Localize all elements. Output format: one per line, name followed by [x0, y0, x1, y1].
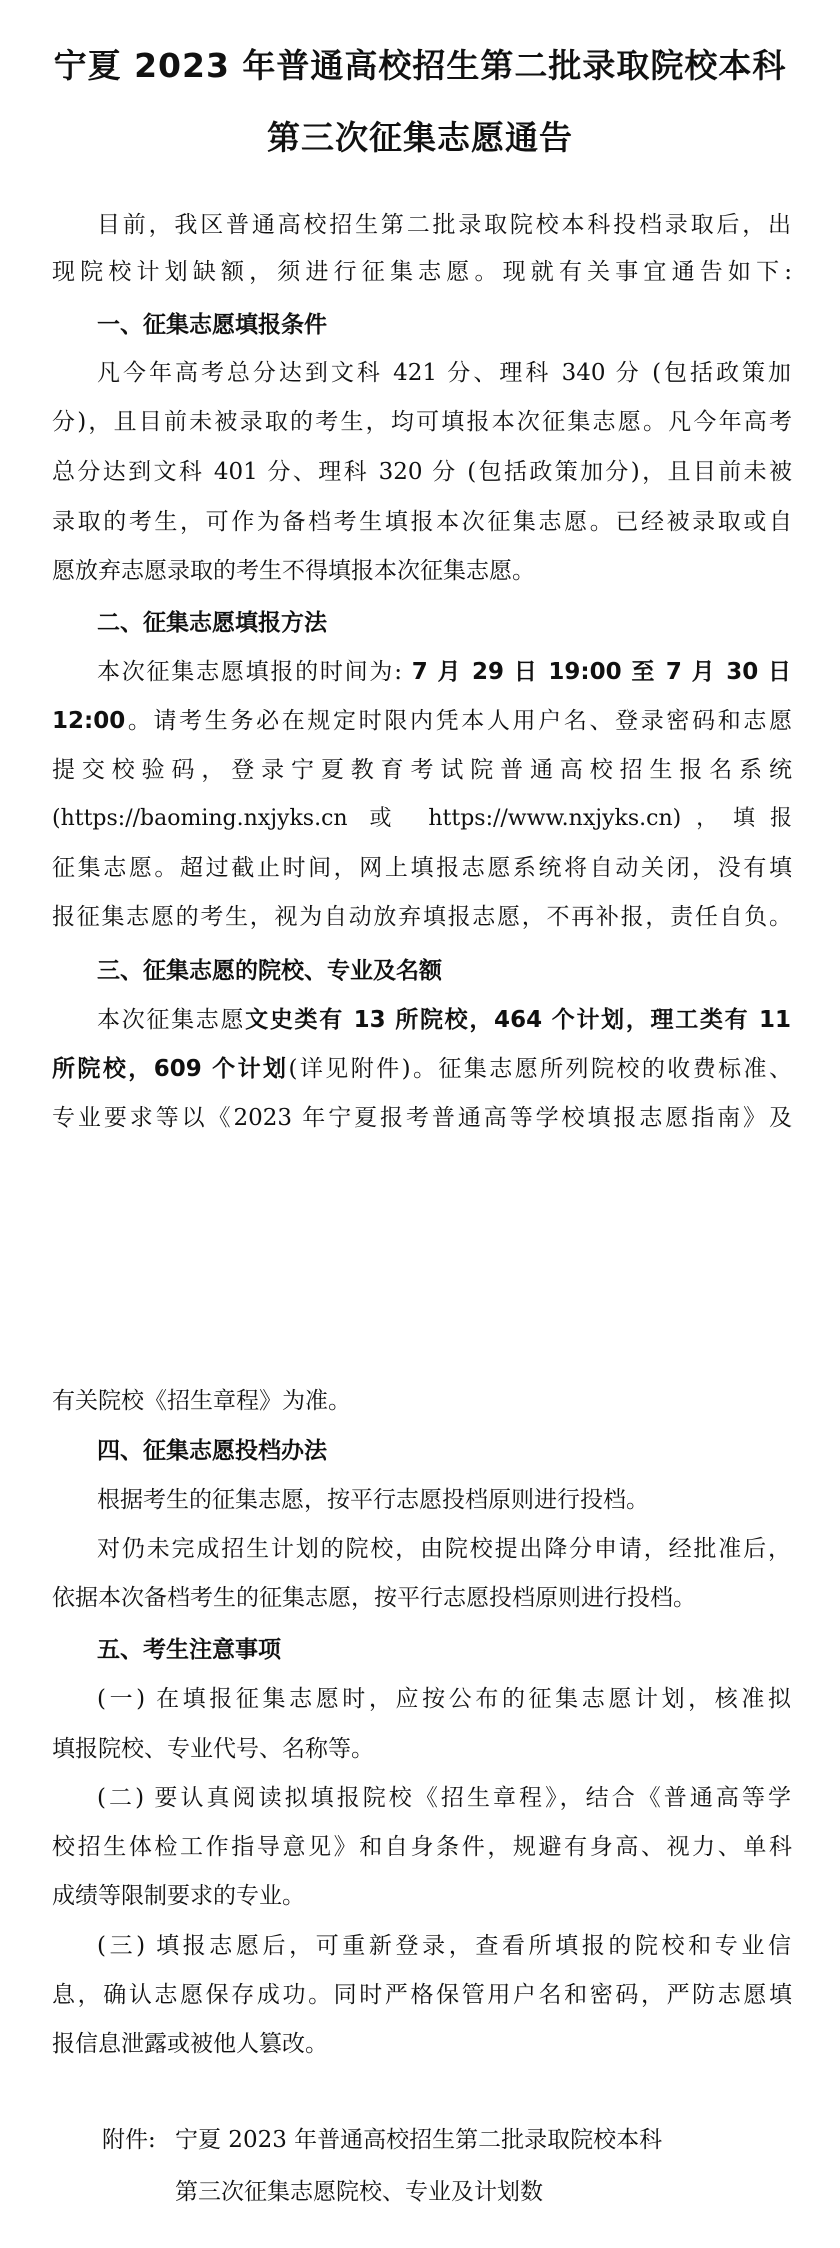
section-3-line-2	[52, 1053, 792, 1085]
section-3-line-4: 有关院校《招生章程》为准。	[52, 1388, 351, 1414]
section-1-line-1: 凡今年高考总分达到文科 421 分、理科 340 分 (包括政策加	[97, 360, 791, 386]
notice-item-2-line-3: 成绩等限制要求的专业。	[52, 1883, 305, 1909]
intro-line-2: 现院校计划缺额，须进行征集志愿。现就有关事宜通告如下:	[52, 259, 792, 285]
section-2-line-4: (https://baoming.nxjyks.cn 或 https://www.nxjyks.cn)，填报	[52, 806, 792, 831]
notice-item-1-line-1: (一) 在填报征集志愿时，应按公布的征集志愿计划，核准拟	[97, 1686, 791, 1712]
attachment-label: 附件:	[102, 2127, 156, 2153]
section-1-line-5: 愿放弃志愿录取的考生不得填报本次征集志愿。	[52, 558, 535, 584]
section-3-line-1-text: 本次征集志愿	[97, 1007, 246, 1033]
section-1-line-3: 总分达到文科 401 分、理科 320 分 (包括政策加分)，且目前未被	[52, 459, 792, 485]
intro-line-1: 目前，我区普通高校招生第二批录取院校本科投档录取后，出	[97, 212, 791, 238]
section-2-line-5: 征集志愿。超过截止时间，网上填报志愿系统将自动关闭，没有填	[52, 855, 792, 881]
attachment-title-line-1: 宁夏 2023 年普通高校招生第二批录取院校本科	[175, 2127, 663, 2153]
notice-item-3-line-2: 息，确认志愿保存成功。同时严格保管用户名和密码，严防志愿填	[52, 1982, 792, 2008]
section-3-line-1	[97, 1004, 791, 1036]
section-1-heading: 一、征集志愿填报条件	[97, 312, 327, 338]
page-title-line-1: 宁夏 2023 年普通高校招生第二批录取院校本科	[53, 46, 787, 85]
section-2-line-1	[97, 656, 791, 688]
notice-item-3-line-1: (三) 填报志愿后，可重新登录，查看所填报的院校和专业信	[97, 1933, 791, 1959]
quota-summary-science: 所院校，609 个计划	[52, 1056, 289, 1082]
section-4-heading: 四、征集志愿投档办法	[97, 1438, 327, 1464]
quota-summary-arts: 文史类有 13 所院校，464 个计划，理工类有 11	[245, 1007, 791, 1033]
section-3-line-3: 专业要求等以《2023 年宁夏报考普通高等学校填报志愿指南》及	[52, 1105, 792, 1131]
notice-item-3-line-3: 报信息泄露或被他人篡改。	[52, 2031, 328, 2057]
section-2-line-6: 报征集志愿的考生，视为自动放弃填报志愿，不再补报，责任自负。	[52, 904, 792, 930]
section-2-line-1-text: 本次征集志愿填报的时间为:	[97, 659, 402, 685]
notice-item-1-line-2: 填报院校、专业代号、名称等。	[52, 1736, 374, 1762]
section-5-heading: 五、考生注意事项	[97, 1637, 281, 1663]
section-2-heading: 二、征集志愿填报方法	[97, 610, 327, 636]
submission-time-start: 7 月 29 日 19:00 至 7 月 30 日	[401, 659, 791, 685]
section-1-line-2: 分)，且目前未被录取的考生，均可填报本次征集志愿。凡今年高考	[52, 409, 792, 435]
page-title-line-2: 第三次征集志愿通告	[267, 118, 573, 157]
section-2-line-2	[52, 705, 792, 737]
notice-item-2-line-2: 校招生体检工作指导意见》和自身条件，规避有身高、视力、单科	[52, 1834, 792, 1860]
section-3-heading: 三、征集志愿的院校、专业及名额	[97, 958, 442, 984]
section-4-line-2: 对仍未完成招生计划的院校，由院校提出降分申请，经批准后，	[97, 1536, 791, 1562]
notice-item-2-line-1: (二) 要认真阅读拟填报院校《招生章程》，结合《普通高等学	[97, 1785, 791, 1811]
section-3-line-2-text: (详见附件)。征集志愿所列院校的收费标准、	[288, 1056, 792, 1082]
submission-time-end: 12:00	[52, 708, 126, 734]
section-4-line-3: 依据本次备档考生的征集志愿，按平行志愿投档原则进行投档。	[52, 1585, 696, 1611]
section-2-line-3: 提交校验码，登录宁夏教育考试院普通高校招生报名系统	[52, 757, 792, 783]
attachment-title-line-2: 第三次征集志愿院校、专业及计划数	[175, 2179, 543, 2205]
section-1-line-4: 录取的考生，可作为备档考生填报本次征集志愿。已经被录取或自	[52, 509, 792, 535]
section-4-line-1: 根据考生的征集志愿，按平行志愿投档原则进行投档。	[97, 1487, 649, 1513]
section-2-line-2-text: 。请考生务必在规定时限内凭本人用户名、登录密码和志愿	[125, 708, 792, 734]
